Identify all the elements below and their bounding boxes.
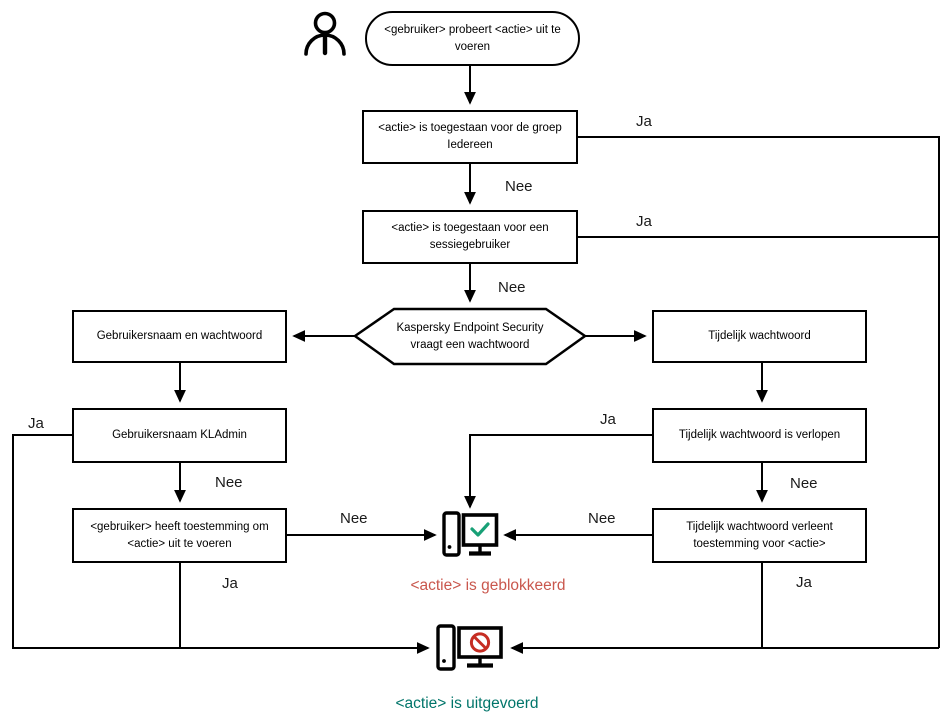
caption-action-blocked: <actie> is geblokkeerd <box>410 577 566 594</box>
node-temp-password-grants: Tijdelijk wachtwoord verleent toestemming voor <actie> <box>652 508 867 563</box>
edge-label-ja-grants: Ja <box>796 574 812 591</box>
edge-label-ja-session: Ja <box>636 213 652 230</box>
node-temp-password-expired: Tijdelijk wachtwoord is verlopen <box>652 408 867 463</box>
node-username-password: Gebruikersnaam en wachtwoord <box>72 310 287 363</box>
node-asks-password: Kaspersky Endpoint Security vraagt een wachtwoord <box>396 321 544 351</box>
node-allowed-everyone: <actie> is toegestaan voor de groep Iedereen <box>362 110 578 164</box>
node-user-has-permission: <gebruiker> heeft toestemming om <actie> uit te voeren <box>72 508 287 563</box>
node-temp-password: Tijdelijk wachtwoord <box>652 310 867 363</box>
edge-label-ja-kladmin: Ja <box>28 415 44 432</box>
edge-label-nee-permission: Nee <box>340 510 368 527</box>
edge-label-nee-expired: Nee <box>790 475 818 492</box>
edge-label-ja-expired: Ja <box>600 411 616 428</box>
edge-label-ja-everyone: Ja <box>636 113 652 130</box>
edge-label-ja-permission: Ja <box>222 575 238 592</box>
node-username-kladmin: Gebruikersnaam KLAdmin <box>72 408 287 463</box>
person-icon <box>306 14 344 55</box>
edge-label-nee-everyone: Nee <box>505 178 533 195</box>
computer-check-icon <box>444 513 497 555</box>
computer-prohibited-icon <box>438 626 501 669</box>
node-allowed-session: <actie> is toegestaan voor een sessiegebruiker <box>362 210 578 264</box>
edge-label-nee-kladmin: Nee <box>215 474 243 491</box>
node-start: <gebruiker> probeert <actie> uit te voeren <box>365 11 580 66</box>
edge-label-nee-session: Nee <box>498 279 526 296</box>
caption-action-executed: <actie> is uitgevoerd <box>395 695 539 712</box>
edge-label-nee-grants: Nee <box>588 510 616 527</box>
